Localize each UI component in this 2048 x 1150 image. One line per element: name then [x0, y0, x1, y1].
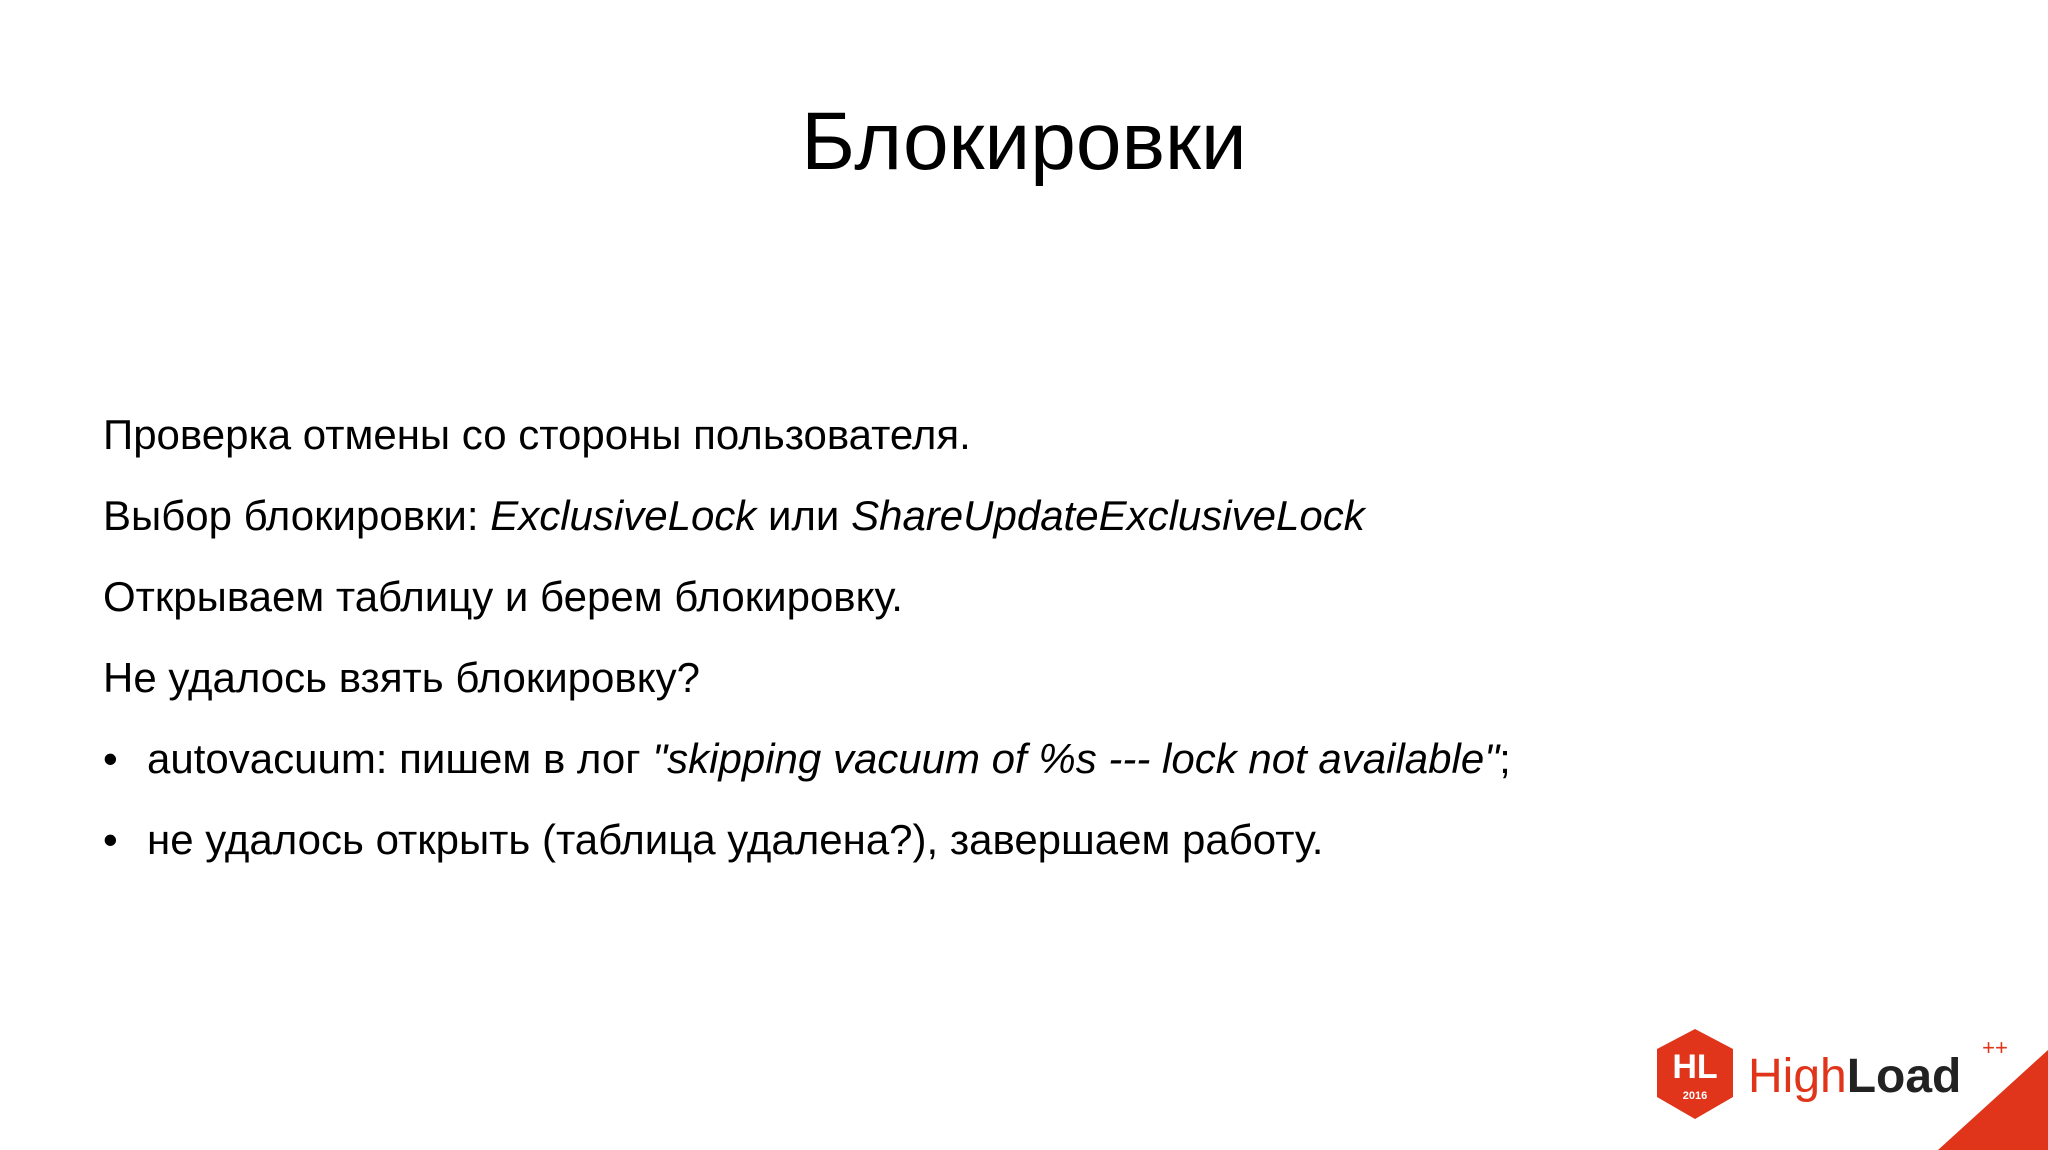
bullet-item-open-failed	[103, 815, 1903, 896]
open-failed-text: не удалось открыть (таблица удалена?), завершаем работу.	[147, 816, 1324, 863]
hl-badge-year: 2016	[1682, 1090, 1708, 1102]
bullet-marker: •	[103, 816, 118, 863]
highload-wordmark	[1748, 1050, 1961, 1103]
autovacuum-prefix: autovacuum: пишем в лог	[147, 735, 653, 782]
slide-body	[103, 410, 1903, 896]
wordmark-load: Load	[1846, 1050, 1962, 1103]
bullet-item-autovacuum	[103, 734, 1903, 815]
hl-badge-text: HL	[1672, 1048, 1718, 1086]
bullet-marker: •	[103, 735, 118, 782]
exclusive-lock-term: ExclusiveLock	[490, 492, 757, 539]
lock-choice-prefix: Выбор блокировки:	[103, 492, 491, 539]
text-line-lock-choice	[103, 491, 1903, 572]
corner-triangle	[1938, 1050, 2048, 1150]
text-line-lock-failed: Не удалось взять блокировку?	[103, 654, 700, 701]
lock-choice-or: или	[756, 492, 852, 539]
text-line-cancel-check: Проверка отмены со стороны пользователя.	[103, 411, 971, 458]
share-update-exclusive-lock-term: ShareUpdateExclusiveLock	[851, 492, 1365, 539]
wordmark-high: High	[1748, 1050, 1847, 1103]
text-line-open-table: Открываем таблицу и берем блокировку.	[103, 573, 903, 620]
log-message: "skipping vacuum of %s --- lock not available"	[652, 735, 1500, 782]
wordmark-plus-plus: ++	[1982, 1035, 2008, 1060]
autovacuum-suffix: ;	[1499, 735, 1511, 782]
slide-title: Блокировки	[801, 96, 1247, 187]
